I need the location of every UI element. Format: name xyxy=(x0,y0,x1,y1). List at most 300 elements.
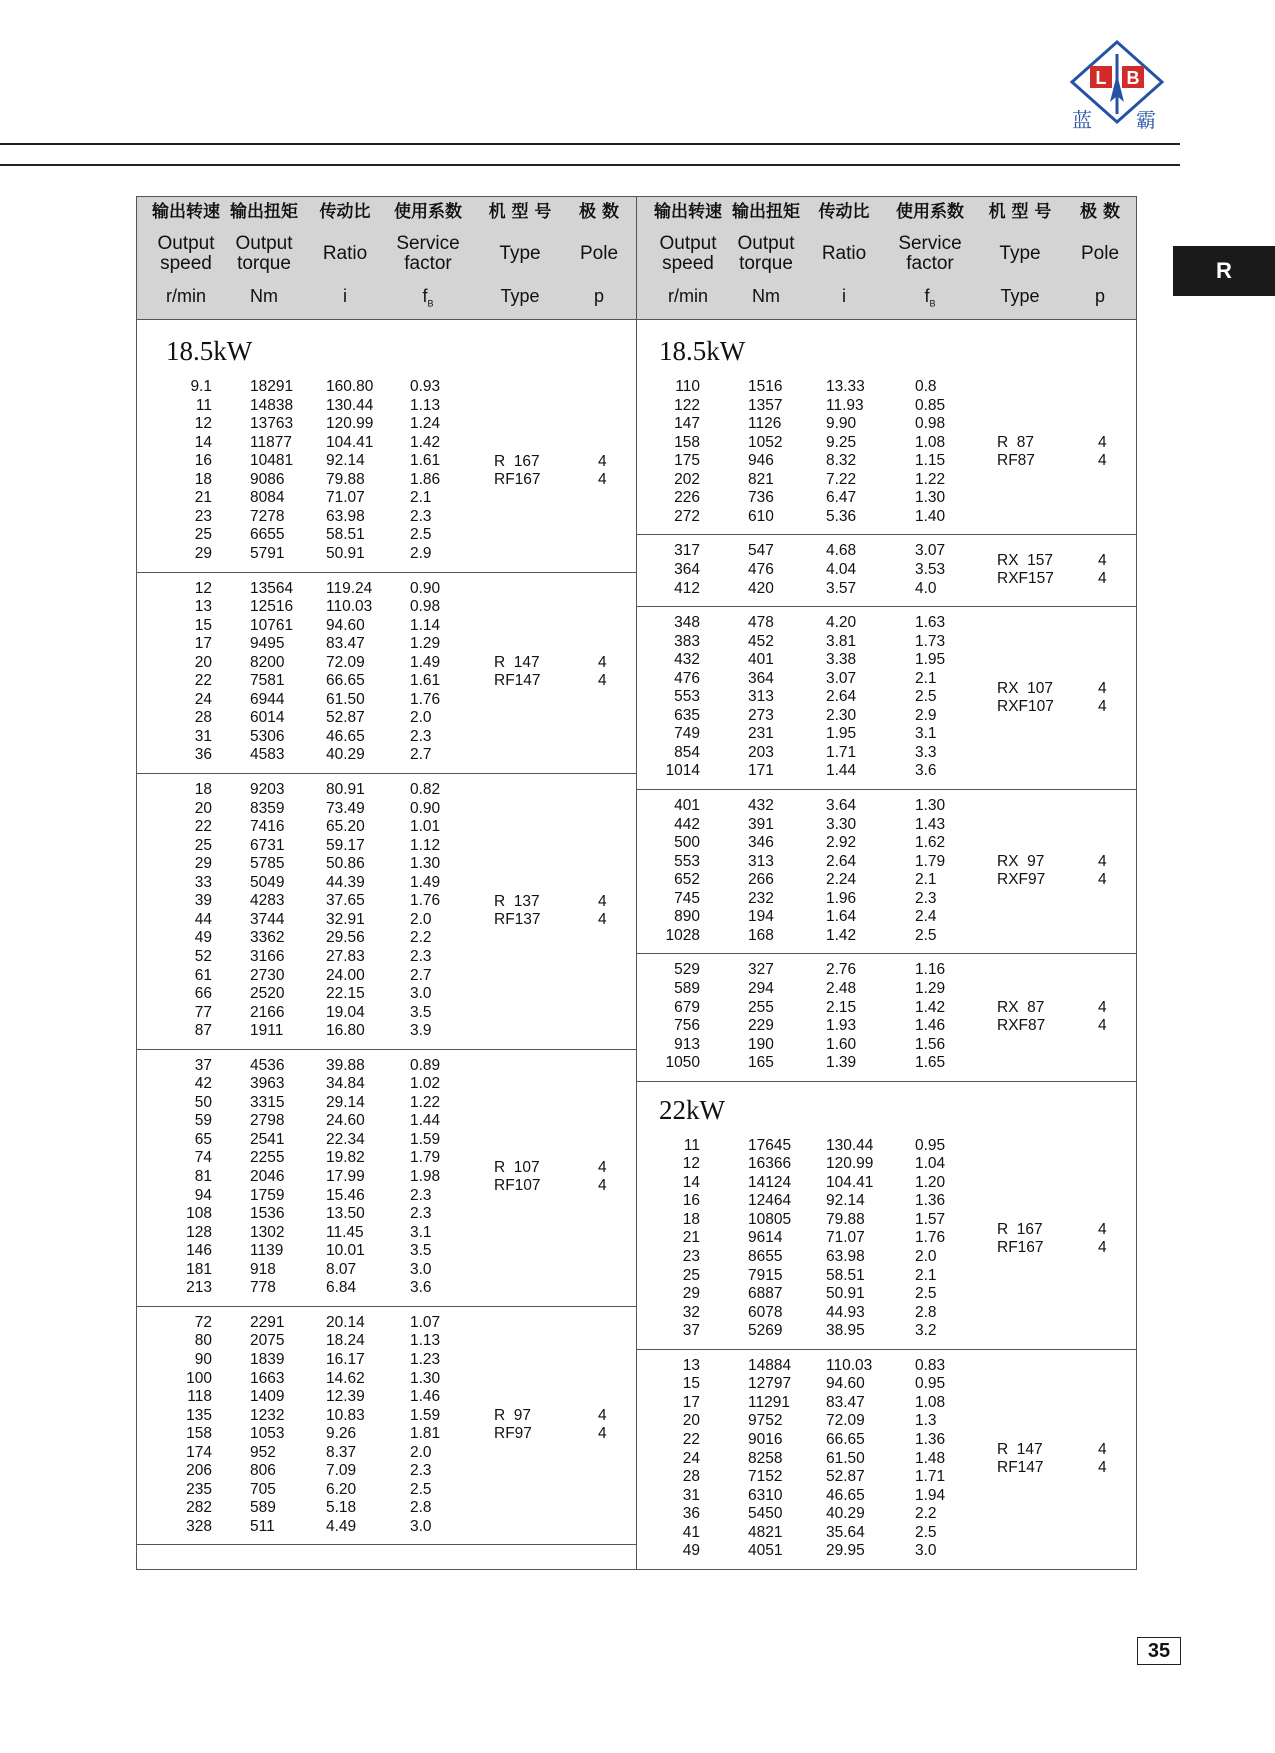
ratio-cell: 16.80 xyxy=(326,1022,365,1040)
output-speed-cell: 348 xyxy=(674,614,700,632)
header-unit-2-3: i xyxy=(842,286,846,306)
ratio-cell: 7.22 xyxy=(826,470,857,488)
service-factor-cell: 3.0 xyxy=(915,1542,937,1560)
header-en-line: Output xyxy=(659,233,717,254)
table-row xyxy=(0,1075,1275,1094)
service-factor-cell: 1.36 xyxy=(915,1192,946,1210)
output-speed-cell: 13 xyxy=(682,1356,700,1374)
ratio-cell: 3.64 xyxy=(826,797,857,814)
output-speed-cell: 61 xyxy=(194,966,212,984)
output-speed-cell: 174 xyxy=(186,1443,212,1461)
group-separator xyxy=(637,606,1137,607)
output-speed-cell: 553 xyxy=(674,688,700,706)
table-row xyxy=(0,1542,1275,1561)
ratio-cell: 20.14 xyxy=(326,1313,365,1331)
type-label: RX 97 RXF97 xyxy=(997,853,1046,889)
header-unit-2-4 xyxy=(887,287,973,309)
output-torque-cell: 13564 xyxy=(250,579,294,597)
output-speed-cell: 213 xyxy=(186,1279,212,1297)
table-row xyxy=(0,670,1275,689)
service-factor-cell: 3.0 xyxy=(410,1260,432,1278)
output-torque-cell: 8655 xyxy=(748,1248,783,1265)
ratio-cell: 11.45 xyxy=(326,1223,364,1241)
output-torque-cell: 294 xyxy=(748,979,774,997)
unit-b: B xyxy=(427,298,434,309)
header-cn-2-1: 输出转速 xyxy=(654,202,722,222)
service-factor-cell: 3.0 xyxy=(410,985,432,1003)
service-factor-cell: 2.1 xyxy=(915,1266,937,1284)
service-factor-cell: 1.81 xyxy=(410,1425,441,1443)
output-speed-cell: 158 xyxy=(186,1425,212,1443)
header-en-line: Ratio xyxy=(322,243,368,264)
ratio-cell: 5.36 xyxy=(826,507,857,525)
table-row xyxy=(0,1357,1275,1376)
service-factor-cell: 0.89 xyxy=(410,1056,441,1074)
output-speed-cell: 49 xyxy=(682,1542,700,1560)
unit-f: f xyxy=(422,286,428,306)
output-speed-cell: 31 xyxy=(194,727,212,745)
output-torque-cell: 5306 xyxy=(250,727,285,745)
ratio-cell: 29.14 xyxy=(326,1093,365,1111)
top-rule xyxy=(0,143,1180,145)
table-row xyxy=(0,1174,1275,1193)
ratio-cell: 44.39 xyxy=(326,873,365,891)
output-speed-cell: 1050 xyxy=(665,1054,700,1072)
output-speed-cell: 29 xyxy=(194,855,212,873)
service-factor-cell: 2.3 xyxy=(410,507,432,525)
output-torque-cell: 5785 xyxy=(250,855,285,873)
service-factor-cell: 2.8 xyxy=(410,1499,432,1517)
ratio-cell: 4.20 xyxy=(826,614,857,632)
service-factor-cell: 1.04 xyxy=(915,1155,946,1173)
service-factor-cell: 1.02 xyxy=(410,1075,441,1093)
output-torque-cell: 171 xyxy=(748,762,774,780)
ratio-cell: 2.64 xyxy=(826,852,857,870)
table-row xyxy=(0,1524,1275,1543)
output-speed-cell: 756 xyxy=(674,1017,700,1035)
ratio-cell: 1.60 xyxy=(826,1035,857,1053)
header-en-1-2 xyxy=(221,234,307,274)
table-row xyxy=(0,508,1275,527)
ratio-cell: 119.24 xyxy=(326,579,373,597)
output-speed-cell: 181 xyxy=(186,1260,212,1278)
service-factor-cell: 1.46 xyxy=(410,1388,441,1406)
pole-label: 4 4 xyxy=(1098,679,1107,715)
logo-cn-1: 蓝 xyxy=(1072,108,1092,132)
output-speed-cell: 13 xyxy=(194,598,212,616)
header-unit-2-5: Type xyxy=(1000,286,1040,306)
header-en-line: Type xyxy=(999,243,1041,264)
output-torque-cell: 3744 xyxy=(250,910,285,928)
table-row xyxy=(0,1468,1275,1487)
header-cn-2-5: 机 型 号 xyxy=(988,202,1052,222)
header-en-2-2 xyxy=(723,234,809,274)
service-factor-cell: 2.5 xyxy=(410,1480,432,1498)
service-factor-cell: 1.79 xyxy=(915,852,946,870)
ratio-cell: 73.49 xyxy=(326,799,365,817)
output-torque-cell: 946 xyxy=(748,452,774,470)
output-speed-cell: 74 xyxy=(194,1149,212,1167)
table-row xyxy=(0,1036,1275,1055)
ratio-cell: 4.04 xyxy=(826,560,857,578)
ratio-cell: 29.95 xyxy=(826,1542,865,1560)
ratio-cell: 1.93 xyxy=(826,1017,857,1035)
header-en-1-6 xyxy=(556,244,642,264)
output-speed-cell: 128 xyxy=(186,1223,212,1241)
service-factor-cell: 3.2 xyxy=(915,1322,937,1340)
table-row xyxy=(0,834,1275,853)
header-en-line: Type xyxy=(499,243,541,264)
service-factor-cell: 1.14 xyxy=(410,616,441,634)
header-cn-2-3: 传动比 xyxy=(818,202,870,222)
pole-label: 4 4 xyxy=(1098,1440,1107,1476)
output-torque-cell: 8084 xyxy=(250,489,285,507)
header-en-line: Service xyxy=(898,233,962,254)
output-speed-cell: 529 xyxy=(674,961,700,979)
output-speed-cell: 890 xyxy=(674,908,700,926)
service-factor-cell: 2.3 xyxy=(915,889,937,907)
output-speed-cell: 24 xyxy=(682,1449,700,1467)
service-factor-cell: 1.56 xyxy=(915,1035,946,1053)
service-factor-cell: 1.71 xyxy=(915,1468,946,1486)
service-factor-cell: 1.22 xyxy=(410,1093,441,1111)
output-torque-cell: 2798 xyxy=(250,1112,285,1130)
output-speed-cell: 21 xyxy=(682,1229,700,1247)
ratio-cell: 15.46 xyxy=(326,1186,365,1204)
header-en-line: Output xyxy=(157,233,215,254)
output-speed-cell: 20 xyxy=(194,799,212,817)
output-torque-cell: 203 xyxy=(748,743,774,761)
service-factor-cell: 2.1 xyxy=(915,669,937,687)
output-torque-cell: 194 xyxy=(748,908,774,926)
output-torque-cell: 7278 xyxy=(250,507,285,525)
ratio-cell: 50.86 xyxy=(326,855,365,873)
output-speed-cell: 87 xyxy=(194,1022,212,1040)
service-factor-cell: 1.29 xyxy=(915,979,946,997)
output-torque-cell: 231 xyxy=(748,725,774,743)
ratio-cell: 12.39 xyxy=(326,1388,365,1406)
ratio-cell: 35.64 xyxy=(826,1523,865,1541)
table-row xyxy=(0,961,1275,980)
output-speed-cell: 25 xyxy=(194,836,212,854)
output-speed-cell: 17 xyxy=(682,1393,700,1411)
output-speed-cell: 18 xyxy=(194,470,212,488)
output-speed-cell: 383 xyxy=(674,632,700,650)
ratio-cell: 66.65 xyxy=(326,672,365,690)
service-factor-cell: 2.5 xyxy=(915,1523,937,1541)
ratio-cell: 104.41 xyxy=(326,433,374,451)
output-torque-cell: 232 xyxy=(748,889,774,907)
pole-label: 4 4 xyxy=(598,452,607,488)
service-factor-cell: 1.42 xyxy=(915,998,946,1016)
table-row xyxy=(0,725,1275,744)
ratio-cell: 66.65 xyxy=(826,1430,865,1448)
service-factor-cell: 1.36 xyxy=(915,1430,946,1448)
ratio-cell: 61.50 xyxy=(326,690,365,708)
ratio-cell: 13.50 xyxy=(326,1205,365,1223)
service-factor-cell: 1.59 xyxy=(410,1130,441,1148)
ratio-cell: 58.51 xyxy=(326,526,365,544)
service-factor-cell: 1.76 xyxy=(410,892,441,910)
output-speed-cell: 679 xyxy=(674,998,700,1016)
output-speed-cell: 11 xyxy=(683,1136,700,1154)
output-torque-cell: 190 xyxy=(748,1035,774,1053)
service-factor-cell: 3.07 xyxy=(915,542,946,560)
output-torque-cell: 1302 xyxy=(250,1223,285,1241)
output-torque-cell: 8359 xyxy=(250,799,285,817)
ratio-cell: 32.91 xyxy=(326,910,365,928)
output-speed-cell: 28 xyxy=(194,709,212,727)
service-factor-cell: 1.23 xyxy=(410,1350,441,1368)
header-en-line: Pole xyxy=(579,243,619,264)
output-torque-cell: 3963 xyxy=(250,1075,285,1093)
output-torque-cell: 4536 xyxy=(250,1056,285,1074)
output-torque-cell: 391 xyxy=(748,815,774,833)
output-speed-cell: 12 xyxy=(194,415,212,433)
service-factor-cell: 2.3 xyxy=(410,1462,432,1480)
ratio-cell: 52.87 xyxy=(826,1468,865,1486)
output-speed-cell: 401 xyxy=(674,797,700,814)
type-label: RX 157 RXF157 xyxy=(997,552,1054,588)
output-speed-cell: 25 xyxy=(682,1266,700,1284)
output-torque-cell: 364 xyxy=(748,669,774,687)
output-speed-cell: 553 xyxy=(674,852,700,870)
output-speed-cell: 100 xyxy=(186,1369,212,1387)
service-factor-cell: 1.22 xyxy=(915,470,946,488)
table-row xyxy=(0,744,1275,763)
ratio-cell: 3.38 xyxy=(826,651,857,669)
service-factor-cell: 1.94 xyxy=(915,1486,946,1504)
output-speed-cell: 20 xyxy=(682,1412,700,1430)
type-label: R 147 RF147 xyxy=(494,654,541,690)
header-en-2-6 xyxy=(1057,244,1143,264)
type-label: R 107 RF107 xyxy=(494,1159,541,1195)
output-speed-cell: 432 xyxy=(674,651,700,669)
output-torque-cell: 5269 xyxy=(748,1322,783,1340)
output-speed-cell: 108 xyxy=(186,1205,212,1223)
output-speed-cell: 29 xyxy=(682,1285,700,1303)
table-row xyxy=(0,1394,1275,1413)
ratio-cell: 46.65 xyxy=(326,727,365,745)
output-torque-cell: 13763 xyxy=(250,415,294,433)
ratio-cell: 71.07 xyxy=(826,1229,865,1247)
ratio-cell: 63.98 xyxy=(326,507,365,525)
header-cn-2-2: 输出扭矩 xyxy=(732,202,800,222)
output-speed-cell: 24 xyxy=(194,690,212,708)
output-speed-cell: 589 xyxy=(674,979,700,997)
service-factor-cell: 0.90 xyxy=(410,799,441,817)
service-factor-cell: 1.79 xyxy=(410,1149,441,1167)
ratio-cell: 22.34 xyxy=(326,1130,365,1148)
ratio-cell: 2.76 xyxy=(826,961,857,979)
table-row xyxy=(0,1505,1275,1524)
service-factor-cell: 0.83 xyxy=(915,1356,946,1374)
output-speed-cell: 25 xyxy=(194,526,212,544)
ratio-cell: 120.99 xyxy=(826,1155,874,1173)
service-factor-cell: 3.1 xyxy=(410,1223,432,1241)
output-speed-cell: 913 xyxy=(674,1035,700,1053)
header-cn-2-4: 使用系数 xyxy=(896,202,964,222)
table-row xyxy=(0,1094,1275,1113)
service-factor-cell: 1.63 xyxy=(915,614,946,632)
output-speed-cell: 20 xyxy=(194,653,212,671)
service-factor-cell: 1.76 xyxy=(410,690,441,708)
table-row xyxy=(0,853,1275,872)
type-label: R 97 RF97 xyxy=(494,1407,532,1443)
ratio-cell: 14.62 xyxy=(326,1369,365,1387)
ratio-cell: 79.88 xyxy=(326,470,365,488)
header-unit-1-5: Type xyxy=(500,286,540,306)
ratio-cell: 71.07 xyxy=(326,489,365,507)
output-torque-cell: 14884 xyxy=(748,1356,792,1374)
service-factor-cell: 1.49 xyxy=(410,653,441,671)
output-torque-cell: 5049 xyxy=(250,873,285,891)
output-torque-cell: 511 xyxy=(250,1517,275,1535)
table-row xyxy=(0,580,1275,599)
output-torque-cell: 9203 xyxy=(250,781,285,798)
output-speed-cell: 147 xyxy=(674,415,700,433)
header-en-1-4 xyxy=(385,234,471,274)
service-factor-cell: 1.08 xyxy=(915,433,946,451)
table-row xyxy=(0,816,1275,835)
table-row xyxy=(0,397,1275,416)
output-torque-cell: 9086 xyxy=(250,470,285,488)
group-separator xyxy=(637,789,1137,790)
output-speed-cell: 52 xyxy=(194,947,212,965)
table-row xyxy=(0,452,1275,471)
output-torque-cell: 2075 xyxy=(250,1332,285,1350)
output-torque-cell: 12797 xyxy=(748,1375,792,1393)
output-torque-cell: 3166 xyxy=(250,947,285,965)
ratio-cell: 110.03 xyxy=(326,598,373,616)
output-torque-cell: 7152 xyxy=(748,1468,783,1486)
output-speed-cell: 15 xyxy=(194,616,212,634)
table-row xyxy=(0,871,1275,890)
ratio-cell: 8.32 xyxy=(826,452,857,470)
table-row xyxy=(0,688,1275,707)
service-factor-cell: 1.42 xyxy=(410,433,441,451)
header-unit-1-6: p xyxy=(593,286,604,306)
table-row xyxy=(0,797,1275,816)
output-torque-cell: 1759 xyxy=(250,1186,285,1204)
header-en-1-3 xyxy=(302,244,388,264)
output-speed-cell: 272 xyxy=(674,507,700,525)
output-speed-cell: 282 xyxy=(186,1499,212,1517)
pole-label: 4 4 xyxy=(598,1407,607,1443)
service-factor-cell: 0.90 xyxy=(410,579,441,597)
output-speed-cell: 94 xyxy=(194,1186,212,1204)
service-factor-cell: 0.95 xyxy=(915,1375,946,1393)
service-factor-cell: 1.3 xyxy=(915,1412,937,1430)
service-factor-cell: 2.5 xyxy=(915,1285,937,1303)
output-torque-cell: 432 xyxy=(748,797,774,814)
output-speed-cell: 41 xyxy=(682,1523,700,1541)
service-factor-cell: 2.3 xyxy=(410,1205,432,1223)
service-factor-cell: 1.30 xyxy=(915,489,946,507)
output-speed-cell: 39 xyxy=(194,892,212,910)
output-speed-cell: 652 xyxy=(674,871,700,889)
unit-f: f xyxy=(924,286,930,306)
output-torque-cell: 313 xyxy=(748,688,774,706)
ratio-cell: 6.84 xyxy=(326,1279,357,1297)
output-torque-cell: 2291 xyxy=(250,1313,285,1331)
ratio-cell: 40.29 xyxy=(826,1505,865,1523)
service-factor-cell: 3.5 xyxy=(410,1242,432,1260)
header-unit-2-2: Nm xyxy=(752,286,780,306)
service-factor-cell: 1.76 xyxy=(915,1229,946,1247)
ratio-cell: 50.91 xyxy=(326,544,365,562)
header-cn-1-1: 输出转速 xyxy=(152,202,220,222)
ratio-cell: 80.91 xyxy=(326,781,365,798)
table-row xyxy=(0,1375,1275,1394)
table-row xyxy=(0,561,1275,580)
output-torque-cell: 9495 xyxy=(250,635,285,653)
output-torque-cell: 10805 xyxy=(748,1210,792,1228)
ratio-cell: 2.15 xyxy=(826,998,857,1016)
service-factor-cell: 1.12 xyxy=(410,836,441,854)
group-separator xyxy=(637,953,1137,954)
service-factor-cell: 3.5 xyxy=(410,1003,432,1021)
type-label: RX 107 RXF107 xyxy=(997,679,1054,715)
header-unit-1-4 xyxy=(385,287,471,309)
ratio-cell: 4.49 xyxy=(326,1517,357,1535)
output-speed-cell: 12 xyxy=(682,1155,700,1173)
output-torque-cell: 1911 xyxy=(250,1022,284,1040)
output-speed-cell: 72 xyxy=(194,1313,212,1331)
output-speed-cell: 31 xyxy=(682,1486,700,1504)
output-speed-cell: 328 xyxy=(186,1517,212,1535)
service-factor-cell: 0.8 xyxy=(915,378,937,395)
ratio-cell: 34.84 xyxy=(326,1075,365,1093)
service-factor-cell: 2.5 xyxy=(410,526,432,544)
service-factor-cell: 2.3 xyxy=(410,947,432,965)
output-speed-cell: 22 xyxy=(194,818,212,836)
header-en-2-5 xyxy=(977,244,1063,264)
table-row xyxy=(0,762,1275,781)
output-torque-cell: 9016 xyxy=(748,1430,783,1448)
output-torque-cell: 4283 xyxy=(250,892,285,910)
service-factor-cell: 1.07 xyxy=(410,1313,441,1331)
service-factor-cell: 3.53 xyxy=(915,560,946,578)
output-speed-cell: 146 xyxy=(186,1242,212,1260)
table-row xyxy=(0,980,1275,999)
output-torque-cell: 9614 xyxy=(748,1229,783,1247)
output-speed-cell: 81 xyxy=(194,1168,212,1185)
section-title-L-18.5kW: 18.5kW xyxy=(166,336,253,366)
output-torque-cell: 705 xyxy=(250,1480,276,1498)
output-torque-cell: 806 xyxy=(250,1462,276,1480)
output-torque-cell: 7581 xyxy=(250,672,285,690)
output-speed-cell: 59 xyxy=(194,1112,212,1130)
output-torque-cell: 1663 xyxy=(250,1369,285,1387)
service-factor-cell: 1.49 xyxy=(410,873,441,891)
output-speed-cell: 11 xyxy=(195,396,212,414)
output-torque-cell: 5450 xyxy=(748,1505,783,1523)
output-speed-cell: 476 xyxy=(674,669,700,687)
header-en-1-5 xyxy=(477,244,563,264)
output-speed-cell: 90 xyxy=(194,1350,212,1368)
type-label: R 147 RF147 xyxy=(997,1440,1044,1476)
table-row xyxy=(0,1137,1275,1156)
output-torque-cell: 736 xyxy=(748,489,774,507)
header-en-line: Pole xyxy=(1080,243,1120,264)
output-speed-cell: 33 xyxy=(194,873,212,891)
output-speed-cell: 226 xyxy=(674,489,700,507)
output-speed-cell: 206 xyxy=(186,1462,212,1480)
ratio-cell: 3.81 xyxy=(826,632,857,650)
output-torque-cell: 10761 xyxy=(250,616,294,634)
header-en-2-3 xyxy=(801,244,887,264)
